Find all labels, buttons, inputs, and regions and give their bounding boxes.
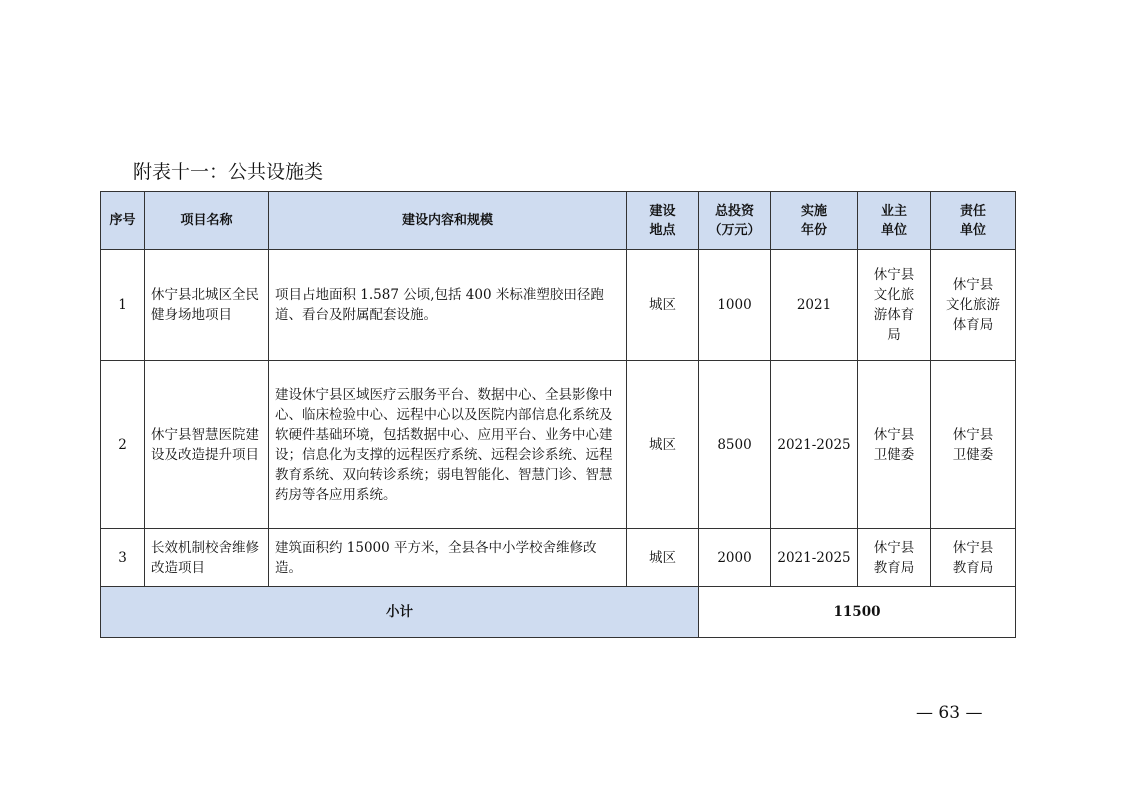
cell-year: 2021-2025 [771, 361, 858, 529]
header-no: 序号 [101, 192, 145, 250]
header-content: 建设内容和规模 [269, 192, 627, 250]
cell-name: 休宁县智慧医院建设及改造提升项目 [145, 361, 269, 529]
subtotal-value: 11500 [699, 587, 1016, 638]
page-title: 附表十一：公共设施类 [133, 161, 324, 183]
cell-owner: 休宁县 文化旅 游体育 局 [858, 250, 931, 361]
cell-no: 2 [101, 361, 145, 529]
cell-responsible: 休宁县 教育局 [931, 529, 1016, 587]
cell-location: 城区 [627, 250, 699, 361]
cell-investment: 1000 [699, 250, 771, 361]
cell-responsible: 休宁县 文化旅游 体育局 [931, 250, 1016, 361]
cell-name: 长效机制校舍维修改造项目 [145, 529, 269, 587]
header-row [101, 192, 1016, 250]
header-location: 建设 地点 [627, 192, 699, 250]
table-row [101, 529, 1016, 587]
cell-responsible: 休宁县 卫健委 [931, 361, 1016, 529]
header-name: 项目名称 [145, 192, 269, 250]
cell-investment: 2000 [699, 529, 771, 587]
cell-name: 休宁县北城区全民健身场地项目 [145, 250, 269, 361]
cell-year: 2021 [771, 250, 858, 361]
cell-location: 城区 [627, 361, 699, 529]
page-number: — 63 — [916, 703, 983, 723]
cell-content: 建设休宁县区域医疗云服务平台、数据中心、全县影像中心、临床检验中心、远程中心以及医院内部信息化系统及软硬件基础环境，包括数据中心、应用平台、业务中心建设；信息化为支撑的远程医疗系统、远程会诊系统、远程教育系统、双向转诊系统；弱电智能化、智慧门诊、智慧药房等各应用系统。 [269, 361, 627, 529]
subtotal-label: 小计 [101, 587, 699, 638]
cell-owner: 休宁县 卫健委 [858, 361, 931, 529]
cell-owner: 休宁县 教育局 [858, 529, 931, 587]
subtotal-row [101, 587, 1016, 638]
header-responsible: 责任 单位 [931, 192, 1016, 250]
cell-year: 2021-2025 [771, 529, 858, 587]
cell-no: 1 [101, 250, 145, 361]
cell-no: 3 [101, 529, 145, 587]
cell-investment: 8500 [699, 361, 771, 529]
header-year: 实施 年份 [771, 192, 858, 250]
cell-content: 建筑面积约 15000 平方米，全县各中小学校舍维修改造。 [269, 529, 627, 587]
header-owner: 业主 单位 [858, 192, 931, 250]
projects-table [100, 191, 1016, 638]
table-row [101, 361, 1016, 529]
header-investment: 总投资 （万元） [699, 192, 771, 250]
cell-content: 项目占地面积 1.587 公顷,包括 400 米标准塑胶田径跑道、看台及附属配套设施。 [269, 250, 627, 361]
table-row [101, 250, 1016, 361]
cell-location: 城区 [627, 529, 699, 587]
